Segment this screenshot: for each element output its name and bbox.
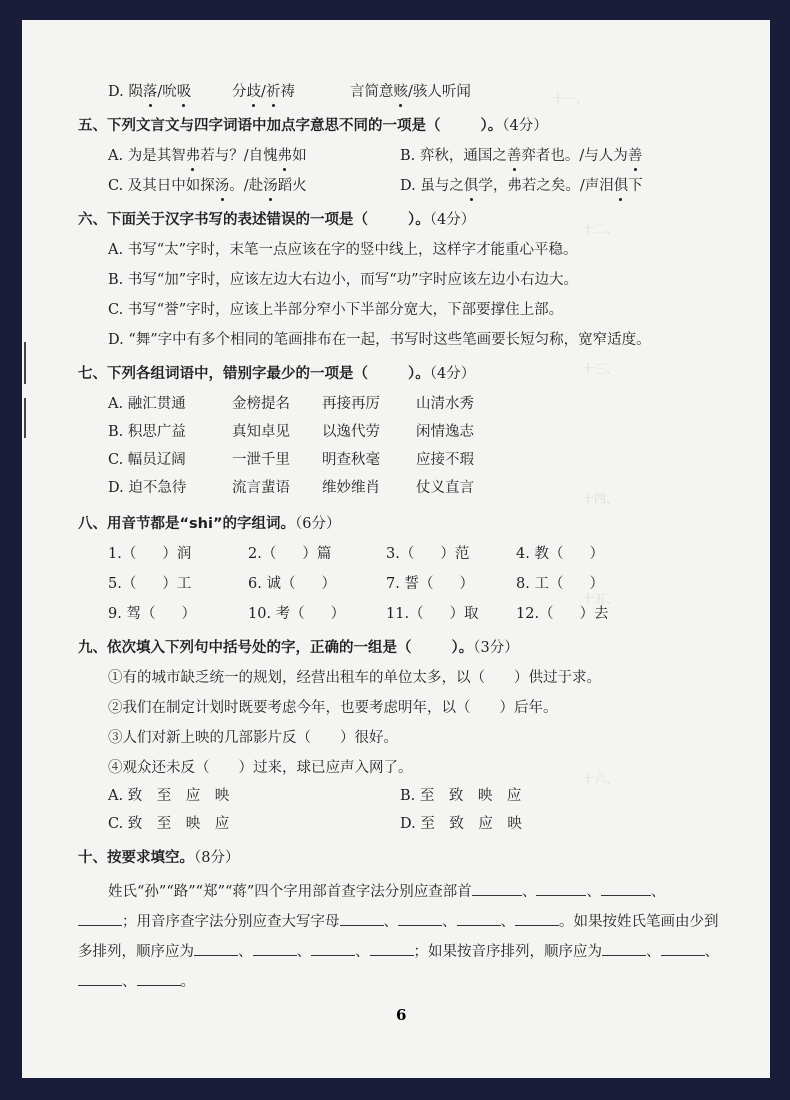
q5-close: ）。: [480, 118, 503, 134]
fill-blank[interactable]: [311, 940, 355, 956]
q10-title: [78, 848, 239, 868]
q8-item: [108, 604, 196, 624]
fill-blank[interactable]: [536, 880, 586, 896]
q7-word: 再接再厉: [322, 396, 380, 412]
fill-blank[interactable]: [515, 910, 559, 926]
q8-item-suffix: ）: [321, 576, 336, 592]
q5-score: （4分）: [502, 118, 548, 134]
fill-blank[interactable]: [194, 940, 238, 956]
q9-option-a: A. 致 至 应 映: [108, 788, 230, 804]
q8-item-suffix: ）润: [162, 546, 192, 562]
q7-word: 真知卓见: [232, 424, 290, 440]
q9-sentence-2: ②我们在制定计划时既要考虑今年，也要考虑明年，以（ ）后年。: [108, 700, 558, 716]
q8-score: （6分）: [294, 516, 341, 532]
fill-blank[interactable]: [602, 940, 646, 956]
fill-blank[interactable]: [78, 970, 122, 986]
q9-title: [78, 638, 519, 658]
q7-word: 应接不瑕: [416, 452, 474, 468]
q4-d2-a: 分: [232, 84, 247, 100]
q7-word: 山清水秀: [416, 396, 474, 412]
q10-l1-text: 姓氏“孙”“路”“郑”“蒋”四个字用部首查字法分别应查部首: [108, 884, 472, 900]
q8-item-suffix: ）去: [579, 606, 609, 622]
q8-item-prefix: 5.（: [108, 576, 137, 592]
q10-l2a-text: ；用音序查字法分别应查大写字母: [122, 914, 340, 930]
fill-blank[interactable]: [253, 940, 297, 956]
q7-word: 金榜提名: [232, 396, 290, 412]
q4-d-sep: /吮: [157, 84, 177, 100]
q5-option-b: B. 弈秋，通国之善弈者也。/与人为善: [400, 148, 643, 164]
q4-d3-a: 言简意: [350, 84, 394, 100]
q5-title: [78, 116, 548, 136]
q8-item: [386, 574, 474, 594]
q8-item: [386, 604, 479, 624]
sep: 、: [442, 914, 457, 930]
q8-item-prefix: 11.（: [386, 606, 424, 622]
q7-word: 仗义直言: [416, 480, 474, 496]
q8-item-prefix: 1.（: [108, 546, 137, 562]
q10-score: （8分）: [194, 850, 240, 866]
q4-d2-dotted: 祈: [265, 84, 281, 100]
end-period: 。: [180, 974, 195, 990]
q8-item-prefix: 6. 诚（: [248, 576, 296, 592]
q4-d2-dotted: 歧: [246, 84, 261, 100]
q8-item: [386, 544, 469, 564]
q5-option-d: D. 虽与之俱学，弗若之矣。/声泪俱下: [400, 178, 643, 194]
q10-line-1: [108, 880, 665, 902]
q9-title-text: 九、依次填入下列句中括号处的字，正确的一组是（: [78, 640, 412, 656]
fill-blank[interactable]: [370, 940, 414, 956]
q7-word: B. 积思广益: [108, 424, 186, 440]
sep: 、: [521, 884, 537, 900]
q8-item-suffix: ）: [330, 606, 346, 622]
q7-word: 流言蜚语: [232, 480, 290, 496]
q4-d3-b: /骇人听闻: [408, 84, 471, 100]
q9-score: （3分）: [473, 640, 519, 656]
q6-title: [78, 210, 475, 230]
q8-item-prefix: 12.（: [516, 606, 554, 622]
q8-title-text: 八、用音节都是“shi”的字组词。: [78, 516, 295, 532]
q8-item-suffix: ）范: [440, 546, 470, 562]
q7-word: D. 迫不急待: [108, 480, 187, 496]
q9-sentence-1: ①有的城市缺乏统一的规划，经营出租车的单位太多，以（ ）供过于求。: [108, 670, 601, 686]
fill-blank[interactable]: [601, 880, 651, 896]
sep: 、: [704, 944, 719, 960]
binding-mark: [24, 342, 26, 384]
q10-l3a-text: 多排列，顺序应为: [78, 944, 194, 960]
exam-page: 十一、 十二、 十三、 十四、 十五、 十六、 D. 陨落/吮吸 分歧/祈祷 言简意赅/骇人听闻 五、下列文言文与四字词语中加点字意思不同的一项是（ ）。（4分） A. 为是其智弗若与？/自愧弗如 B. 弈秋，通国之善弈者也。/与人为善 C. 及其日中如探汤。/赴汤蹈火 D. 虽与之俱学，弗若之矣。/声泪俱下 六、下面关于汉字书写的表述错误的一项是（ ）。（4分） A. 书写“太”字时，末笔一点应该在字的竖中线上，这样字才能重心平稳。 B. 书写“加”字时，应该左边大右边小，而写“功”字时应该左边小右边大。 C. 书写“誉”字时，应该上半部分窄小下半部分宽大，下部要撑住上部。 D. “舞”字中有多个相同的笔画排布在一起，书写时这些笔画要长短匀称，宽窄适度。 七、下列各组词语中，错别字最少的一项是（ ）。（4分） A. 融汇贯通 金榜提名 再接再厉 山清水秀 B. 积思广益 真知卓见 以逸代劳 闲情逸志 C. 幅员辽阔 一泄千里 明查秋毫 应接不瑕 D. 迫不急待 流言蜚语 维妙维肖 仗义直言 八、用音节都是“shi”的字组词。（6分） 1.（ ）润 2.（ ）篇 3.（ ）范 4. 教（ ） 5.（ ）工 6. 诚（ ） 7. 誓（ ） 8. 工（ ） 9. 驾（ ） 10. 考（ ） 11.（ ）取 12.（ ）去 九、依次填入下列句中括号处的字，正确的一组是（ ）。（3分） ①有的城市缺乏统一的规划，经营出租车的单位太多，以（ ）供过于求。 ②我们在制定计划时既要考虑今年，也要考虑明年，以（ ）后年。 ③人们对新上映的几部影片反（ ）很好。 ④观众还未反（ ）过来，球已应声入网了。 A. 致 至 应 映 B. 至 致 映 应 C. 致 至 映 应 D. 至 致 应 映 十、按要求填空。（8分） 姓氏“孙”“路”“郑”“蒋”四个字用部首查字法分别应查部首 、 、 、 ；用音序查字法分别应查大写字母 、 、 、 。如果按姓氏笔画由少到 多排列，顺序应为 、 、 、 ；如果按音序排列，顺序应为 、 、 、 。 6: [22, 20, 770, 1078]
q4-d2-tail: 祷: [280, 84, 295, 100]
q5-option-a: A. 为是其智弗若与？/自愧弗如: [108, 148, 307, 164]
q8-item: [248, 574, 336, 594]
q8-item-suffix: ）取: [449, 606, 479, 622]
q8-item: [516, 574, 604, 594]
q9-option-c: C. 致 至 映 应: [108, 816, 230, 832]
q10-line-2: [78, 910, 719, 932]
q8-item: [248, 604, 345, 624]
q9-close: ）。: [451, 640, 474, 656]
sep: 、: [355, 944, 370, 960]
sep: 、: [238, 944, 253, 960]
q8-item-prefix: 7. 誓（: [386, 576, 434, 592]
q6-option-d: D. “舞”字中有多个相同的笔画排布在一起，书写时这些笔画要长短匀称，宽窄适度。: [108, 332, 651, 348]
sep: 、: [383, 914, 398, 930]
binding-mark: [24, 398, 26, 438]
q8-item-prefix: 10. 考（: [248, 606, 305, 622]
q5-title-text: 五、下列文言文与四字词语中加点字意思不同的一项是（: [78, 118, 441, 134]
q10-title-text: 十、按要求填空。: [78, 850, 194, 866]
q10-l2b-text: 。如果按姓氏笔画由少到: [559, 914, 719, 930]
q8-item-suffix: ）: [459, 576, 474, 592]
q8-item: [108, 544, 191, 564]
sep: 、: [586, 884, 601, 900]
q7-close: ）。: [408, 366, 430, 382]
sep: 、: [296, 944, 311, 960]
page-number: 6: [396, 1006, 407, 1024]
q6-option-c: C. 书写“誉”字时，应该上半部分窄小下半部分宽大，下部要撑住上部。: [108, 302, 564, 318]
q4-option-d: [108, 82, 191, 102]
q8-item-suffix: ）篇: [302, 546, 332, 562]
q8-item-suffix: ）: [589, 576, 604, 592]
q8-item: [248, 544, 331, 564]
fill-blank[interactable]: [398, 910, 442, 926]
q7-title-text: 七、下列各组词语中，错别字最少的一项是（: [78, 366, 368, 382]
q8-item: [516, 544, 604, 564]
fill-blank[interactable]: [472, 880, 522, 896]
q6-option-b: B. 书写“加”字时，应该左边大右边小，而写“功”字时应该左边小右边大。: [108, 272, 579, 288]
q7-word: C. 幅员辽阔: [108, 452, 186, 468]
q7-word: 一泄千里: [232, 452, 290, 468]
fill-blank[interactable]: [78, 910, 122, 926]
q9-sentence-3: ③人们对新上映的几部影片反（ ）很好。: [108, 730, 398, 746]
q4-option-d-3: [350, 82, 471, 102]
q7-word: 以逸代劳: [322, 424, 380, 440]
q4-d-dotted: 落: [142, 84, 158, 100]
sep: 、: [650, 884, 666, 900]
sep: 、: [122, 974, 137, 990]
q8-item-prefix: 9. 驾（: [108, 606, 156, 622]
sep: 、: [646, 944, 661, 960]
q8-title: [78, 514, 340, 534]
q4-option-d-2: [232, 82, 295, 102]
q6-option-a: A. 书写“太”字时，末笔一点应该在字的竖中线上，这样字才能重心平稳。: [108, 242, 578, 258]
q8-item-suffix: ）: [589, 546, 604, 562]
q6-close: ）。: [408, 212, 430, 228]
q9-option-b: B. 至 致 映 应: [400, 788, 522, 804]
q8-item-suffix: ）工: [162, 576, 192, 592]
q9-sentence-4: ④观众还未反（ ）过来，球已应声入网了。: [108, 760, 413, 776]
fill-blank[interactable]: [137, 970, 181, 986]
q4-d3-dotted: 赅: [393, 84, 408, 100]
q7-title: [78, 364, 475, 384]
q8-item-suffix: ）: [181, 606, 196, 622]
q8-item: [108, 574, 191, 594]
q8-item-prefix: 3.（: [386, 546, 415, 562]
q8-item-prefix: 8. 工（: [516, 576, 564, 592]
q7-word: A. 融汇贯通: [108, 396, 186, 412]
q8-item: [516, 604, 609, 624]
q5-option-c: C. 及其日中如探汤。/赴汤蹈火: [108, 178, 307, 194]
q4-d2-sep: /: [261, 84, 266, 100]
q7-word: 维妙维肖: [322, 480, 380, 496]
fill-blank[interactable]: [340, 910, 384, 926]
q6-title-text: 六、下面关于汉字书写的表述错误的一项是（: [78, 212, 368, 228]
q9-option-d: D. 至 致 应 映: [400, 816, 522, 832]
q4-d-dotted: 吸: [176, 84, 192, 100]
q10-line-3: [78, 940, 719, 962]
q7-word: 闲情逸志: [416, 424, 474, 440]
sep: 、: [500, 914, 515, 930]
fill-blank[interactable]: [661, 940, 705, 956]
q8-item-prefix: 2.（: [248, 546, 277, 562]
q10-line-4: [78, 970, 195, 992]
q10-l3b-text: ；如果按音序排列，顺序应为: [413, 944, 602, 960]
q8-item-prefix: 4. 教（: [516, 546, 564, 562]
q6-score: （4分）: [429, 212, 476, 228]
fill-blank[interactable]: [457, 910, 501, 926]
q4-d-prefix: D. 陨: [108, 84, 143, 100]
q7-score: （4分）: [429, 366, 476, 382]
q7-word: 明查秋毫: [322, 452, 380, 468]
